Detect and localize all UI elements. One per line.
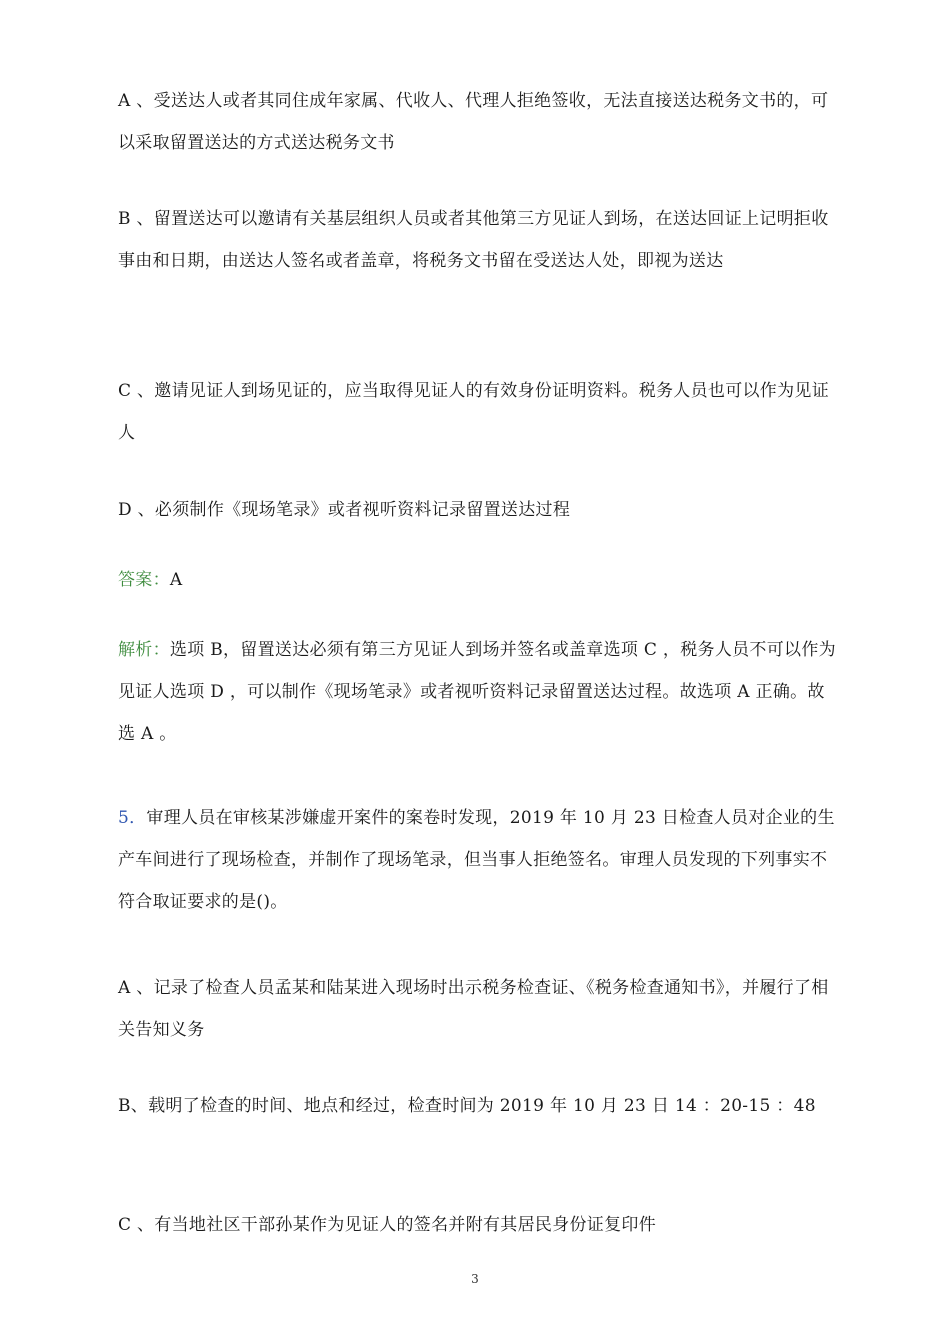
q4-option-d: D 、必须制作《现场笔录》或者视听资料记录留置送达过程	[118, 500, 571, 520]
answer-label: 答案：	[118, 570, 170, 590]
q4-analysis	[118, 629, 838, 755]
q5-option-b: B、载明了检查的时间、地点和经过，检查时间为 2019 年 10 月 23 日 14 ：20-15 ：48	[118, 1096, 816, 1116]
q4-option-c: C 、邀请见证人到场见证的，应当取得见证人的有效身份证明资料。税务人员也可以作为见证人	[118, 381, 830, 443]
q4-option-a: A 、受送达人或者其同住成年家属、代收人、代理人拒绝签收，无法直接送达税务文书的，可以采取留置送达的方式送达税务文书	[118, 91, 829, 153]
analysis-label: 解析：	[118, 640, 170, 660]
q5-option-a: A 、记录了检查人员孟某和陆某进入现场时出示税务检查证、《税务检查通知书》，并履行了相关告知义务	[118, 978, 829, 1040]
q4-option-b: B 、留置送达可以邀请有关基层组织人员或者其他第三方见证人到场，在送达回证上记明拒收事由和日期，由送达人签名或者盖章，将税务文书留在受送达人处，即视为送达	[118, 209, 829, 271]
q5-stem	[118, 797, 838, 923]
analysis-text: 选项 B，留置送达必须有第三方见证人到场并签名或盖章选项 C ，税务人员不可以作为见证人选项 D ，可以制作《现场笔录》或者视听资料记录留置送达过程。故选项 A 正确。故选 A 。	[118, 640, 836, 744]
q4-answer	[118, 559, 838, 601]
answer-value: A	[169, 570, 183, 590]
page-number: 3	[471, 1272, 479, 1286]
question-stem: 审理人员在审核某涉嫌虚开案件的案卷时发现，2019 年 10 月 23 日检查人员对企业的生产车间进行了现场检查，并制作了现场笔录，但当事人拒绝签名。审理人员发现的下列事实不符合取证要求的是()。	[118, 808, 835, 912]
question-number: 5．	[118, 808, 147, 828]
q5-option-c: C 、有当地社区干部孙某作为见证人的签名并附有其居民身份证复印件	[118, 1215, 657, 1235]
